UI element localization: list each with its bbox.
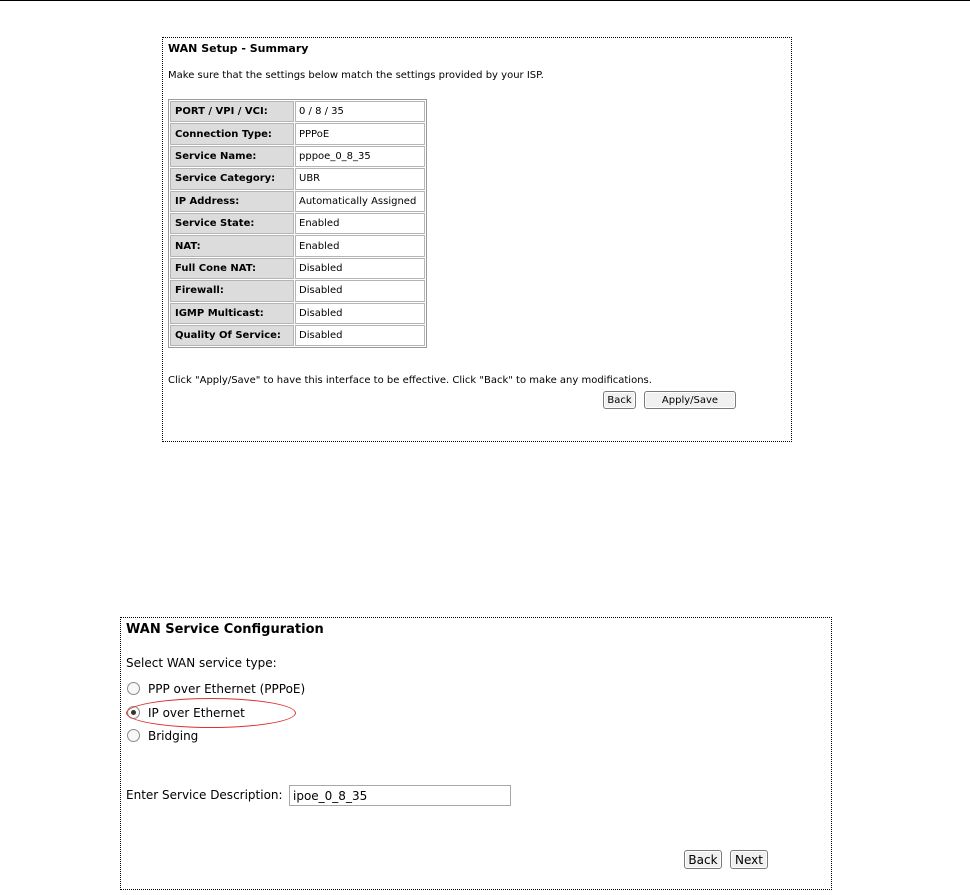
- table-row: [170, 168, 425, 189]
- table-row: [170, 101, 425, 122]
- wan-service-configuration-panel: [120, 617, 832, 890]
- row-label: NAT:: [170, 235, 294, 256]
- row-label: Firewall:: [170, 280, 294, 301]
- highlight-ellipse: [126, 698, 296, 728]
- page-top-rule: [0, 0, 970, 1]
- row-value: Disabled: [295, 303, 425, 324]
- summary-table: [168, 99, 427, 348]
- service-description-label: Enter Service Description:: [126, 788, 283, 802]
- service-description-input[interactable]: [289, 785, 511, 806]
- summary-title: WAN Setup - Summary: [168, 42, 309, 55]
- row-value: 0 / 8 / 35: [295, 101, 425, 122]
- row-label: Full Cone NAT:: [170, 258, 294, 279]
- wan-setup-summary-panel: [162, 37, 792, 442]
- table-row: [170, 123, 425, 144]
- summary-note: Click "Apply/Save" to have this interface to be effective. Click "Back" to make any modifications.: [168, 375, 652, 386]
- row-value: Enabled: [295, 213, 425, 234]
- row-label: Service Name:: [170, 146, 294, 167]
- service-config-title: WAN Service Configuration: [126, 622, 324, 637]
- table-row: [170, 280, 425, 301]
- table-row: [170, 258, 425, 279]
- row-label: IP Address:: [170, 191, 294, 212]
- table-row: [170, 191, 425, 212]
- radio-label: Bridging: [148, 729, 199, 743]
- row-value: Enabled: [295, 235, 425, 256]
- row-value: pppoe_0_8_35: [295, 146, 425, 167]
- radio-label: PPP over Ethernet (PPPoE): [148, 682, 306, 696]
- row-value: Disabled: [295, 280, 425, 301]
- row-value: Disabled: [295, 258, 425, 279]
- table-row: [170, 235, 425, 256]
- summary-description: Make sure that the settings below match the settings provided by your ISP.: [168, 70, 544, 81]
- next-button[interactable]: Next: [730, 850, 768, 869]
- row-label: Service Category:: [170, 168, 294, 189]
- table-row: [170, 303, 425, 324]
- back-button[interactable]: Back: [603, 391, 636, 409]
- row-value: Automatically Assigned: [295, 191, 425, 212]
- service-type-label: Select WAN service type:: [126, 656, 277, 670]
- radio-button-pppoe[interactable]: [127, 682, 140, 695]
- row-value: Disabled: [295, 325, 425, 346]
- radio-label: IP over Ethernet: [148, 706, 245, 720]
- table-row: [170, 213, 425, 234]
- row-label: IGMP Multicast:: [170, 303, 294, 324]
- back-button[interactable]: Back: [684, 850, 722, 869]
- table-row: [170, 325, 425, 346]
- row-value: PPPoE: [295, 123, 425, 144]
- row-value: UBR: [295, 168, 425, 189]
- radio-option-bridging[interactable]: [127, 728, 198, 744]
- table-row: [170, 146, 425, 167]
- row-label: Service State:: [170, 213, 294, 234]
- radio-button-bridging[interactable]: [127, 729, 140, 742]
- apply-save-button[interactable]: Apply/Save: [644, 391, 736, 409]
- row-label: Quality Of Service:: [170, 325, 294, 346]
- radio-option-pppoe[interactable]: [127, 681, 305, 697]
- row-label: PORT / VPI / VCI:: [170, 101, 294, 122]
- row-label: Connection Type:: [170, 123, 294, 144]
